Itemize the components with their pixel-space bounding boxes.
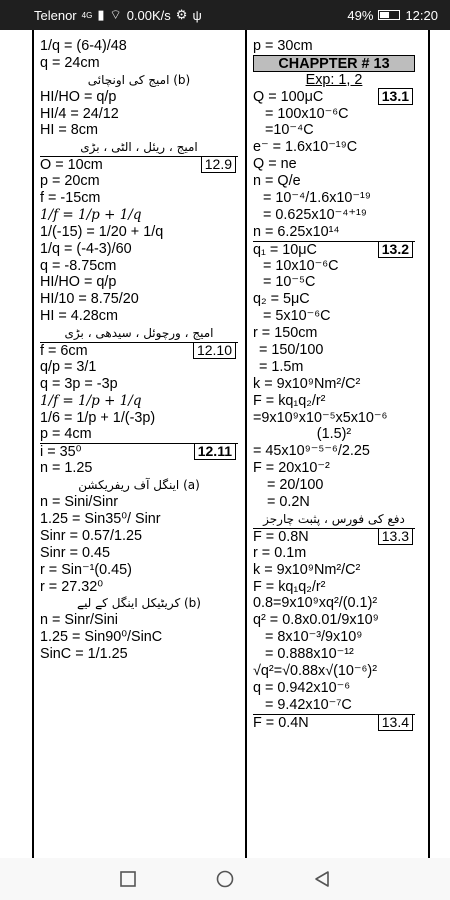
- equation-line: √q²=√0.88x√(10⁻⁶)²: [253, 662, 377, 679]
- equation-line: 1/f = 1/p + 1/q: [40, 206, 142, 223]
- equation-line: Sinr = 0.45: [40, 544, 110, 561]
- wifi-icon: ⌔: [109, 7, 122, 22]
- urdu-heading: دفع کی فورس ، پثبت چارجز: [263, 511, 405, 526]
- equation-line: = 100x10⁻⁶C: [265, 105, 349, 122]
- equation-line: = 1.5m: [259, 358, 304, 375]
- equation-line: =9x10⁹x10⁻⁵x5x10⁻⁶: [253, 409, 388, 426]
- equation-line: Q = 100μC 13.1: [253, 89, 415, 106]
- equation-line: r = 150cm: [253, 325, 318, 342]
- data-speed: 0.00K/s: [126, 7, 171, 23]
- equation-line: r = 0.1m: [253, 544, 307, 561]
- equation-line: HI = 4.28cm: [40, 308, 118, 325]
- equation-line: F = kq₁q₂/r²: [253, 578, 326, 595]
- carrier-label: Telenor: [34, 7, 77, 23]
- equation-line: 1/f = 1/p + 1/q: [40, 392, 142, 409]
- exercise-number-box: 12.9: [201, 156, 236, 173]
- equation-line: = 150/100: [259, 342, 324, 359]
- equation-line: HI = 8cm: [40, 122, 98, 139]
- equation-line: q₁ = 10μC 13.2: [253, 241, 415, 258]
- equation-line: = 45x10⁹⁻⁵⁻⁶/2.25: [253, 443, 370, 460]
- equation-line: = 0.2N: [267, 494, 310, 511]
- equation-line: = 20/100: [267, 477, 324, 494]
- document-page[interactable]: [0, 30, 450, 858]
- equation-line: 0.8=9x10⁹xq²/(0.1)²: [253, 595, 378, 612]
- equation-line: Exp: 1, 2: [305, 71, 363, 88]
- equation-line: k = 9x10⁹Nm²/C²: [253, 561, 361, 578]
- equation-line: q/p = 3/1: [40, 358, 97, 375]
- equation-line: r = Sin⁻¹(0.45): [40, 561, 132, 578]
- equation-line: = 10⁻⁴/1.6x10⁻¹⁹: [263, 190, 371, 207]
- equation-line: HI/HO = q/p: [40, 274, 117, 291]
- equation-line: F = 0.4N 13.4: [253, 714, 415, 731]
- equation-line: n = Sini/Sinr: [40, 494, 118, 511]
- equation-line: F = kq₁q₂/r²: [253, 392, 326, 409]
- equation-line: 1.25 = Sin90⁰/SinC: [40, 629, 163, 646]
- navigation-bar: [0, 858, 450, 900]
- right-column: [253, 38, 415, 731]
- equation-line: 1.25 = Sin35⁰/ Sinr: [40, 510, 161, 527]
- equation-line: F = 20x10⁻²: [253, 460, 330, 477]
- exercise-number-box: 13.4: [378, 714, 413, 731]
- square-icon: [120, 871, 136, 887]
- equation-line: q₂ = 5μC: [253, 291, 310, 308]
- exercise-number-box: 13.2: [378, 241, 413, 258]
- exercise-number-box: 13.1: [378, 88, 413, 105]
- usb-icon: ψ: [192, 7, 202, 23]
- exercise-number-box: 13.3: [378, 528, 413, 545]
- exercise-number-box: 12.11: [194, 443, 236, 460]
- equation-line: k = 9x10⁹Nm²/C²: [253, 375, 361, 392]
- equation-line: 1/(-15) = 1/20 + 1/q: [40, 223, 164, 240]
- equation-line: q² = 0.8x0.01/9x10⁹: [253, 612, 379, 629]
- home-button[interactable]: [205, 864, 245, 894]
- equation-line: r = 27.32⁰: [40, 578, 103, 595]
- right-margin-line: [428, 30, 430, 858]
- exercise-number-box: 12.10: [193, 342, 236, 359]
- equation-line: q = 3p = -3p: [40, 375, 118, 392]
- signal-icon: ▮: [97, 7, 105, 22]
- equation-line: =10⁻⁴C: [265, 122, 314, 139]
- equation-line: p = 4cm: [40, 426, 92, 443]
- urdu-heading: امیج ، ریئل ، الٹی ، بڑی: [80, 140, 198, 155]
- equation-line: = 5x10⁻⁶C: [263, 308, 331, 325]
- equation-line: HI/10 = 8.75/20: [40, 291, 139, 308]
- equation-line: F = 0.8N 13.3: [253, 528, 415, 545]
- equation-line: Sinr = 0.57/1.25: [40, 527, 143, 544]
- equation-line: (1.5)²: [316, 426, 352, 443]
- equation-line: p = 20cm: [40, 173, 100, 190]
- battery-percent: 49%: [347, 7, 374, 23]
- equation-line: q = 0.942x10⁻⁶: [253, 679, 351, 696]
- equation-line: = 8x10⁻³/9x10⁹: [265, 629, 363, 646]
- equation-line: 1/6 = 1/p + 1/(-3p): [40, 409, 156, 426]
- left-margin-line: [32, 30, 34, 858]
- equation-line: 1/q = (-4-3)/60: [40, 240, 132, 257]
- equation-line: = 9.42x10⁻⁷C: [265, 696, 352, 713]
- urdu-heading: اینگل آف ریفریکشن (a): [78, 478, 200, 493]
- equation-line: = 10⁻⁵C: [263, 274, 316, 291]
- equation-line: n = 6.25x10¹⁴: [253, 223, 340, 240]
- equation-line: n = 1.25: [40, 460, 93, 477]
- equation-line: p = 30cm: [253, 38, 313, 54]
- clock: 12:20: [405, 7, 438, 23]
- column-divider: [245, 30, 247, 858]
- equation-line: q = 24cm: [40, 54, 100, 71]
- equation-line: O = 10cm 12.9: [40, 156, 238, 173]
- circle-icon: [216, 870, 234, 888]
- triangle-back-icon: [314, 870, 330, 888]
- urdu-heading: امیج ، ورچوئل ، سیدھی ، بڑی: [64, 326, 214, 341]
- network-type: 4G: [81, 10, 93, 20]
- equation-line: e⁻ = 1.6x10⁻¹⁹C: [253, 139, 358, 156]
- settings-icon: ⚙: [175, 7, 188, 22]
- equation-line: q = -8.75cm: [40, 257, 117, 274]
- equation-line: n = Q/e: [253, 173, 301, 190]
- urdu-heading: کریٹیکل اینگل کے لیے (b): [77, 596, 201, 611]
- equation-line: = 10x10⁻⁶C: [263, 257, 339, 274]
- equation-line: i = 35⁰ 12.11: [40, 443, 238, 460]
- equation-line: SinC = 1/1.25: [40, 646, 128, 663]
- equation-line: f = 6cm 12.10: [40, 342, 238, 359]
- urdu-heading: امیج کی اونچائی (b): [87, 72, 191, 87]
- back-button[interactable]: [302, 864, 342, 894]
- equation-line: 1/q = (6-4)/48: [40, 38, 127, 54]
- equation-line: n = Sinr/Sini: [40, 612, 118, 629]
- left-column: [40, 38, 238, 663]
- battery-icon: [378, 10, 400, 20]
- equation-line: HI/4 = 24/12: [40, 105, 119, 122]
- chapter-heading: CHAPPTER # 13: [253, 55, 415, 72]
- equation-line: f = -15cm: [40, 190, 101, 207]
- status-bar: [0, 0, 450, 30]
- equation-line: HI/HO = q/p: [40, 88, 117, 105]
- recent-apps-button[interactable]: [108, 864, 148, 894]
- equation-line: = 0.625x10⁻⁴⁺¹⁹: [263, 206, 367, 223]
- equation-line: Q = ne: [253, 156, 297, 173]
- equation-line: = 0.888x10⁻¹²: [265, 646, 354, 663]
